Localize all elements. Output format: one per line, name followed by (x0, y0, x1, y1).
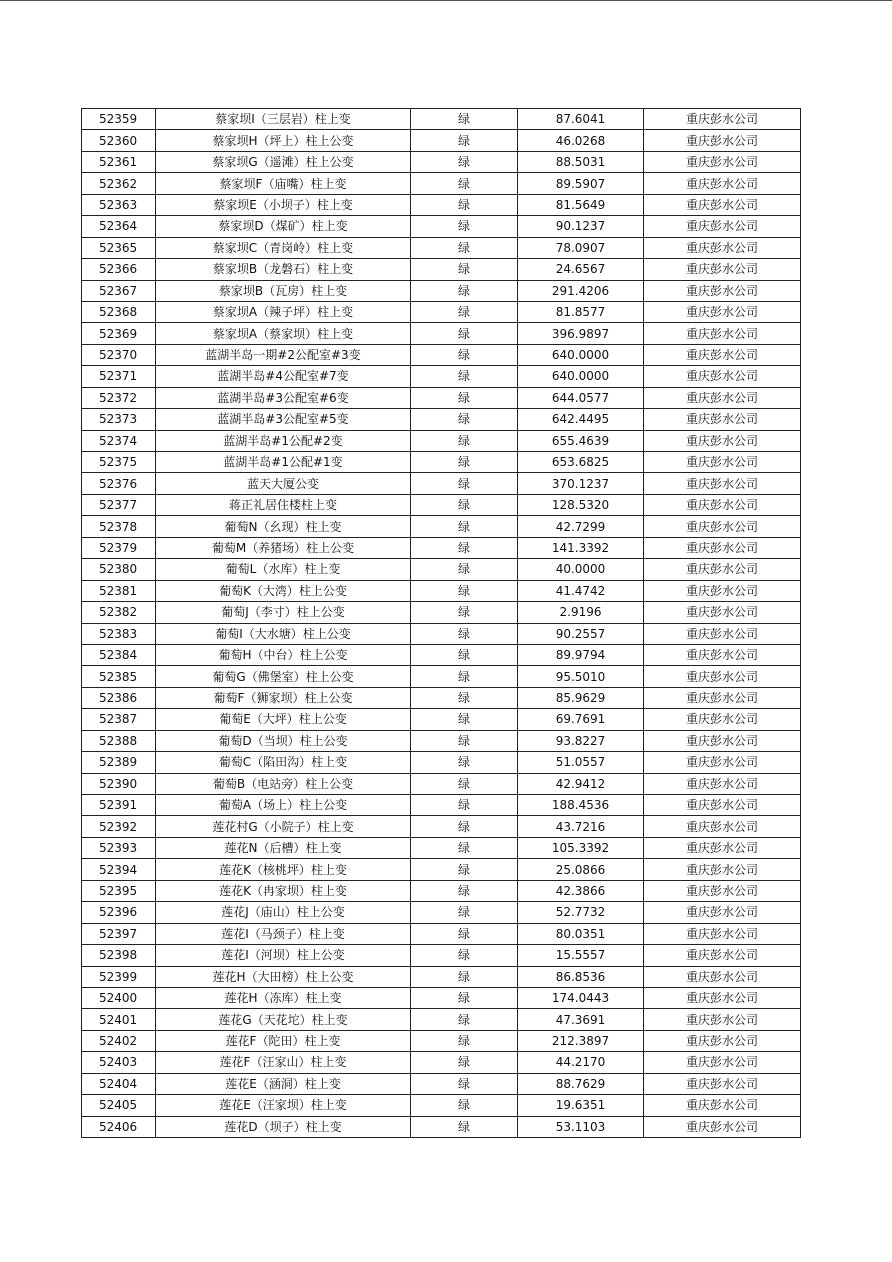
row-id-cell: 52393 (82, 837, 156, 858)
row-id-cell: 52376 (82, 473, 156, 494)
row-id-cell: 52404 (82, 1073, 156, 1094)
status-cell: 绿 (411, 1116, 518, 1137)
company-cell: 重庆彭水公司 (644, 880, 801, 901)
status-cell: 绿 (411, 452, 518, 473)
table-row (82, 1116, 801, 1137)
station-name-cell: 葡萄A（场上）柱上公变 (156, 795, 411, 816)
company-cell: 重庆彭水公司 (644, 795, 801, 816)
row-id-cell: 52400 (82, 987, 156, 1008)
station-name-cell: 蓝湖半岛#3公配室#5变 (156, 409, 411, 430)
status-cell: 绿 (411, 795, 518, 816)
status-cell: 绿 (411, 559, 518, 580)
status-cell: 绿 (411, 280, 518, 301)
status-cell: 绿 (411, 623, 518, 644)
station-name-cell: 葡萄J（李寸）柱上公变 (156, 602, 411, 623)
station-name-cell: 蓝湖半岛#3公配室#6变 (156, 387, 411, 408)
value-cell: 291.4206 (518, 280, 644, 301)
row-id-cell: 52369 (82, 323, 156, 344)
company-cell: 重庆彭水公司 (644, 173, 801, 194)
status-cell: 绿 (411, 494, 518, 515)
value-cell: 78.0907 (518, 237, 644, 258)
station-name-cell: 蔡家坝I（三层岩）柱上变 (156, 109, 411, 130)
company-cell: 重庆彭水公司 (644, 687, 801, 708)
station-name-cell: 蔡家坝B（龙磐石）柱上变 (156, 259, 411, 280)
status-cell: 绿 (411, 430, 518, 451)
status-cell: 绿 (411, 409, 518, 430)
station-name-cell: 蔡家坝B（瓦房）柱上变 (156, 280, 411, 301)
company-cell: 重庆彭水公司 (644, 323, 801, 344)
row-id-cell: 52396 (82, 902, 156, 923)
table-row (82, 537, 801, 558)
row-id-cell: 52385 (82, 666, 156, 687)
company-cell: 重庆彭水公司 (644, 452, 801, 473)
table-row (82, 173, 801, 194)
row-id-cell: 52380 (82, 559, 156, 580)
row-id-cell: 52378 (82, 516, 156, 537)
station-name-cell: 蔡家坝A（蔡家坝）柱上变 (156, 323, 411, 344)
table-row (82, 987, 801, 1008)
status-cell: 绿 (411, 1052, 518, 1073)
value-cell: 640.0000 (518, 366, 644, 387)
company-cell: 重庆彭水公司 (644, 409, 801, 430)
status-cell: 绿 (411, 923, 518, 944)
table-row (82, 344, 801, 365)
table-row (82, 323, 801, 344)
table-row (82, 559, 801, 580)
value-cell: 24.6567 (518, 259, 644, 280)
company-cell: 重庆彭水公司 (644, 730, 801, 751)
station-name-cell: 莲花F（陀田）柱上变 (156, 1030, 411, 1051)
status-cell: 绿 (411, 537, 518, 558)
row-id-cell: 52371 (82, 366, 156, 387)
table-row (82, 1095, 801, 1116)
value-cell: 90.1237 (518, 216, 644, 237)
station-name-cell: 蓝湖半岛一期#2公配室#3变 (156, 344, 411, 365)
value-cell: 87.6041 (518, 109, 644, 130)
value-cell: 88.7629 (518, 1073, 644, 1094)
company-cell: 重庆彭水公司 (644, 580, 801, 601)
status-cell: 绿 (411, 666, 518, 687)
station-name-cell: 蓝湖半岛#1公配#2变 (156, 430, 411, 451)
row-id-cell: 52372 (82, 387, 156, 408)
station-name-cell: 莲花村G（小院子）柱上变 (156, 816, 411, 837)
table-row (82, 151, 801, 172)
company-cell: 重庆彭水公司 (644, 966, 801, 987)
station-name-cell: 莲花E（涵洞）柱上变 (156, 1073, 411, 1094)
station-name-cell: 蓝湖半岛#1公配#1变 (156, 452, 411, 473)
station-name-cell: 蔡家坝C（青岗岭）柱上变 (156, 237, 411, 258)
row-id-cell: 52375 (82, 452, 156, 473)
row-id-cell: 52384 (82, 644, 156, 665)
status-cell: 绿 (411, 945, 518, 966)
table-row (82, 687, 801, 708)
status-cell: 绿 (411, 880, 518, 901)
station-name-cell: 蔡家坝D（煤矿）柱上变 (156, 216, 411, 237)
station-name-cell: 葡萄L（水库）柱上变 (156, 559, 411, 580)
status-cell: 绿 (411, 773, 518, 794)
value-cell: 88.5031 (518, 151, 644, 172)
company-cell: 重庆彭水公司 (644, 109, 801, 130)
value-cell: 53.1103 (518, 1116, 644, 1137)
station-name-cell: 葡萄K（大湾）柱上公变 (156, 580, 411, 601)
table-row (82, 752, 801, 773)
company-cell: 重庆彭水公司 (644, 559, 801, 580)
company-cell: 重庆彭水公司 (644, 130, 801, 151)
status-cell: 绿 (411, 709, 518, 730)
station-name-cell: 葡萄I（大水塘）柱上公变 (156, 623, 411, 644)
row-id-cell: 52392 (82, 816, 156, 837)
page-top-border (0, 0, 892, 1)
company-cell: 重庆彭水公司 (644, 516, 801, 537)
station-name-cell: 葡萄C（陷田沟）柱上变 (156, 752, 411, 773)
company-cell: 重庆彭水公司 (644, 1095, 801, 1116)
status-cell: 绿 (411, 109, 518, 130)
table-row (82, 494, 801, 515)
row-id-cell: 52405 (82, 1095, 156, 1116)
station-name-cell: 葡萄E（大坪）柱上公变 (156, 709, 411, 730)
status-cell: 绿 (411, 752, 518, 773)
table-row (82, 644, 801, 665)
table-row (82, 366, 801, 387)
table-row (82, 816, 801, 837)
value-cell: 47.3691 (518, 1009, 644, 1030)
table-row (82, 773, 801, 794)
value-cell: 644.0577 (518, 387, 644, 408)
row-id-cell: 52377 (82, 494, 156, 515)
value-cell: 655.4639 (518, 430, 644, 451)
value-cell: 93.8227 (518, 730, 644, 751)
table-row (82, 259, 801, 280)
station-name-cell: 莲花J（庙山）柱上公变 (156, 902, 411, 923)
value-cell: 85.9629 (518, 687, 644, 708)
status-cell: 绿 (411, 151, 518, 172)
row-id-cell: 52379 (82, 537, 156, 558)
station-name-cell: 莲花D（坝子）柱上变 (156, 1116, 411, 1137)
value-cell: 42.9412 (518, 773, 644, 794)
status-cell: 绿 (411, 859, 518, 880)
company-cell: 重庆彭水公司 (644, 816, 801, 837)
station-name-cell: 葡萄D（当坝）柱上公变 (156, 730, 411, 751)
station-name-cell: 葡萄N（幺现）柱上变 (156, 516, 411, 537)
company-cell: 重庆彭水公司 (644, 1030, 801, 1051)
status-cell: 绿 (411, 1009, 518, 1030)
status-cell: 绿 (411, 987, 518, 1008)
station-name-cell: 莲花E（汪家坝）柱上变 (156, 1095, 411, 1116)
value-cell: 81.8577 (518, 301, 644, 322)
company-cell: 重庆彭水公司 (644, 430, 801, 451)
row-id-cell: 52373 (82, 409, 156, 430)
row-id-cell: 52389 (82, 752, 156, 773)
station-name-cell: 莲花H（冻库）柱上变 (156, 987, 411, 1008)
value-cell: 90.2557 (518, 623, 644, 644)
table-row (82, 387, 801, 408)
station-name-cell: 蔡家坝E（小坝子）柱上变 (156, 194, 411, 215)
status-cell: 绿 (411, 323, 518, 344)
status-cell: 绿 (411, 1073, 518, 1094)
company-cell: 重庆彭水公司 (644, 859, 801, 880)
status-cell: 绿 (411, 473, 518, 494)
row-id-cell: 52402 (82, 1030, 156, 1051)
row-id-cell: 52391 (82, 795, 156, 816)
row-id-cell: 52365 (82, 237, 156, 258)
row-id-cell: 52386 (82, 687, 156, 708)
table-row (82, 795, 801, 816)
status-cell: 绿 (411, 602, 518, 623)
row-id-cell: 52390 (82, 773, 156, 794)
row-id-cell: 52368 (82, 301, 156, 322)
company-cell: 重庆彭水公司 (644, 773, 801, 794)
status-cell: 绿 (411, 259, 518, 280)
company-cell: 重庆彭水公司 (644, 280, 801, 301)
table-row (82, 473, 801, 494)
company-cell: 重庆彭水公司 (644, 473, 801, 494)
value-cell: 212.3897 (518, 1030, 644, 1051)
station-name-cell: 蓝湖半岛#4公配室#7变 (156, 366, 411, 387)
table-row (82, 730, 801, 751)
row-id-cell: 52401 (82, 1009, 156, 1030)
status-cell: 绿 (411, 816, 518, 837)
company-cell: 重庆彭水公司 (644, 1073, 801, 1094)
status-cell: 绿 (411, 644, 518, 665)
station-name-cell: 葡萄G（佛堡室）柱上公变 (156, 666, 411, 687)
table-row (82, 666, 801, 687)
data-table (81, 108, 801, 1138)
table-row (82, 409, 801, 430)
company-cell: 重庆彭水公司 (644, 216, 801, 237)
value-cell: 25.0866 (518, 859, 644, 880)
table-row (82, 923, 801, 944)
table-row (82, 709, 801, 730)
row-id-cell: 52394 (82, 859, 156, 880)
table-row (82, 902, 801, 923)
table-row (82, 301, 801, 322)
row-id-cell: 52361 (82, 151, 156, 172)
company-cell: 重庆彭水公司 (644, 666, 801, 687)
company-cell: 重庆彭水公司 (644, 1009, 801, 1030)
company-cell: 重庆彭水公司 (644, 301, 801, 322)
company-cell: 重庆彭水公司 (644, 837, 801, 858)
company-cell: 重庆彭水公司 (644, 902, 801, 923)
status-cell: 绿 (411, 837, 518, 858)
station-name-cell: 蒋正礼居住楼柱上变 (156, 494, 411, 515)
row-id-cell: 52359 (82, 109, 156, 130)
value-cell: 2.9196 (518, 602, 644, 623)
row-id-cell: 52363 (82, 194, 156, 215)
station-name-cell: 葡萄H（中台）柱上公变 (156, 644, 411, 665)
status-cell: 绿 (411, 344, 518, 365)
row-id-cell: 52387 (82, 709, 156, 730)
company-cell: 重庆彭水公司 (644, 923, 801, 944)
value-cell: 15.5557 (518, 945, 644, 966)
table-row (82, 966, 801, 987)
company-cell: 重庆彭水公司 (644, 1052, 801, 1073)
table-row (82, 1030, 801, 1051)
status-cell: 绿 (411, 194, 518, 215)
row-id-cell: 52364 (82, 216, 156, 237)
company-cell: 重庆彭水公司 (644, 945, 801, 966)
station-name-cell: 莲花G（天花坨）柱上变 (156, 1009, 411, 1030)
status-cell: 绿 (411, 966, 518, 987)
row-id-cell: 52383 (82, 623, 156, 644)
table-row (82, 1009, 801, 1030)
table-row (82, 602, 801, 623)
company-cell: 重庆彭水公司 (644, 366, 801, 387)
row-id-cell: 52398 (82, 945, 156, 966)
value-cell: 42.3866 (518, 880, 644, 901)
table-row (82, 109, 801, 130)
company-cell: 重庆彭水公司 (644, 1116, 801, 1137)
table-body (82, 109, 801, 1138)
company-cell: 重庆彭水公司 (644, 151, 801, 172)
table-row (82, 1052, 801, 1073)
value-cell: 86.8536 (518, 966, 644, 987)
value-cell: 642.4495 (518, 409, 644, 430)
company-cell: 重庆彭水公司 (644, 194, 801, 215)
table-row (82, 194, 801, 215)
status-cell: 绿 (411, 130, 518, 151)
value-cell: 51.0557 (518, 752, 644, 773)
company-cell: 重庆彭水公司 (644, 752, 801, 773)
status-cell: 绿 (411, 902, 518, 923)
station-name-cell: 蔡家坝H（坪上）柱上公变 (156, 130, 411, 151)
row-id-cell: 52367 (82, 280, 156, 301)
company-cell: 重庆彭水公司 (644, 623, 801, 644)
company-cell: 重庆彭水公司 (644, 259, 801, 280)
table-row (82, 216, 801, 237)
station-name-cell: 蔡家坝G（遥滩）柱上公变 (156, 151, 411, 172)
station-name-cell: 莲花I（马颈子）柱上变 (156, 923, 411, 944)
table-row (82, 580, 801, 601)
row-id-cell: 52395 (82, 880, 156, 901)
value-cell: 640.0000 (518, 344, 644, 365)
table-row (82, 430, 801, 451)
row-id-cell: 52403 (82, 1052, 156, 1073)
status-cell: 绿 (411, 366, 518, 387)
row-id-cell: 52362 (82, 173, 156, 194)
value-cell: 95.5010 (518, 666, 644, 687)
value-cell: 42.7299 (518, 516, 644, 537)
status-cell: 绿 (411, 1095, 518, 1116)
status-cell: 绿 (411, 301, 518, 322)
value-cell: 141.3392 (518, 537, 644, 558)
station-name-cell: 蔡家坝A（辣子坪）柱上变 (156, 301, 411, 322)
value-cell: 105.3392 (518, 837, 644, 858)
table-row (82, 130, 801, 151)
row-id-cell: 52374 (82, 430, 156, 451)
company-cell: 重庆彭水公司 (644, 709, 801, 730)
table-row (82, 516, 801, 537)
value-cell: 174.0443 (518, 987, 644, 1008)
value-cell: 43.7216 (518, 816, 644, 837)
table-row (82, 280, 801, 301)
value-cell: 40.0000 (518, 559, 644, 580)
row-id-cell: 52360 (82, 130, 156, 151)
value-cell: 128.5320 (518, 494, 644, 515)
value-cell: 653.6825 (518, 452, 644, 473)
value-cell: 81.5649 (518, 194, 644, 215)
company-cell: 重庆彭水公司 (644, 344, 801, 365)
company-cell: 重庆彭水公司 (644, 644, 801, 665)
row-id-cell: 52366 (82, 259, 156, 280)
status-cell: 绿 (411, 237, 518, 258)
station-name-cell: 葡萄F（狮家坝）柱上公变 (156, 687, 411, 708)
value-cell: 370.1237 (518, 473, 644, 494)
table-row (82, 623, 801, 644)
table-row (82, 880, 801, 901)
row-id-cell: 52406 (82, 1116, 156, 1137)
status-cell: 绿 (411, 516, 518, 537)
station-name-cell: 蓝天大厦公变 (156, 473, 411, 494)
station-name-cell: 莲花I（河坝）柱上公变 (156, 945, 411, 966)
station-name-cell: 莲花N（后槽）柱上变 (156, 837, 411, 858)
value-cell: 46.0268 (518, 130, 644, 151)
status-cell: 绿 (411, 580, 518, 601)
table-row (82, 1073, 801, 1094)
status-cell: 绿 (411, 173, 518, 194)
value-cell: 89.9794 (518, 644, 644, 665)
station-name-cell: 莲花H（大田榜）柱上公变 (156, 966, 411, 987)
value-cell: 19.6351 (518, 1095, 644, 1116)
row-id-cell: 52381 (82, 580, 156, 601)
company-cell: 重庆彭水公司 (644, 602, 801, 623)
station-name-cell: 莲花K（核桃坪）柱上变 (156, 859, 411, 880)
table-row (82, 237, 801, 258)
company-cell: 重庆彭水公司 (644, 387, 801, 408)
company-cell: 重庆彭水公司 (644, 537, 801, 558)
company-cell: 重庆彭水公司 (644, 987, 801, 1008)
status-cell: 绿 (411, 387, 518, 408)
station-name-cell: 葡萄B（电站旁）柱上公变 (156, 773, 411, 794)
status-cell: 绿 (411, 216, 518, 237)
status-cell: 绿 (411, 730, 518, 751)
station-name-cell: 葡萄M（养猪场）柱上公变 (156, 537, 411, 558)
status-cell: 绿 (411, 687, 518, 708)
value-cell: 396.9897 (518, 323, 644, 344)
value-cell: 80.0351 (518, 923, 644, 944)
station-name-cell: 莲花F（汪家山）柱上变 (156, 1052, 411, 1073)
row-id-cell: 52399 (82, 966, 156, 987)
station-name-cell: 莲花K（冉家坝）柱上变 (156, 880, 411, 901)
table-row (82, 837, 801, 858)
value-cell: 69.7691 (518, 709, 644, 730)
row-id-cell: 52370 (82, 344, 156, 365)
row-id-cell: 52382 (82, 602, 156, 623)
value-cell: 52.7732 (518, 902, 644, 923)
value-cell: 188.4536 (518, 795, 644, 816)
table-row (82, 859, 801, 880)
row-id-cell: 52388 (82, 730, 156, 751)
station-name-cell: 蔡家坝F（庙嘴）柱上变 (156, 173, 411, 194)
row-id-cell: 52397 (82, 923, 156, 944)
company-cell: 重庆彭水公司 (644, 237, 801, 258)
value-cell: 41.4742 (518, 580, 644, 601)
company-cell: 重庆彭水公司 (644, 494, 801, 515)
value-cell: 89.5907 (518, 173, 644, 194)
table-row (82, 452, 801, 473)
status-cell: 绿 (411, 1030, 518, 1051)
value-cell: 44.2170 (518, 1052, 644, 1073)
table-row (82, 945, 801, 966)
